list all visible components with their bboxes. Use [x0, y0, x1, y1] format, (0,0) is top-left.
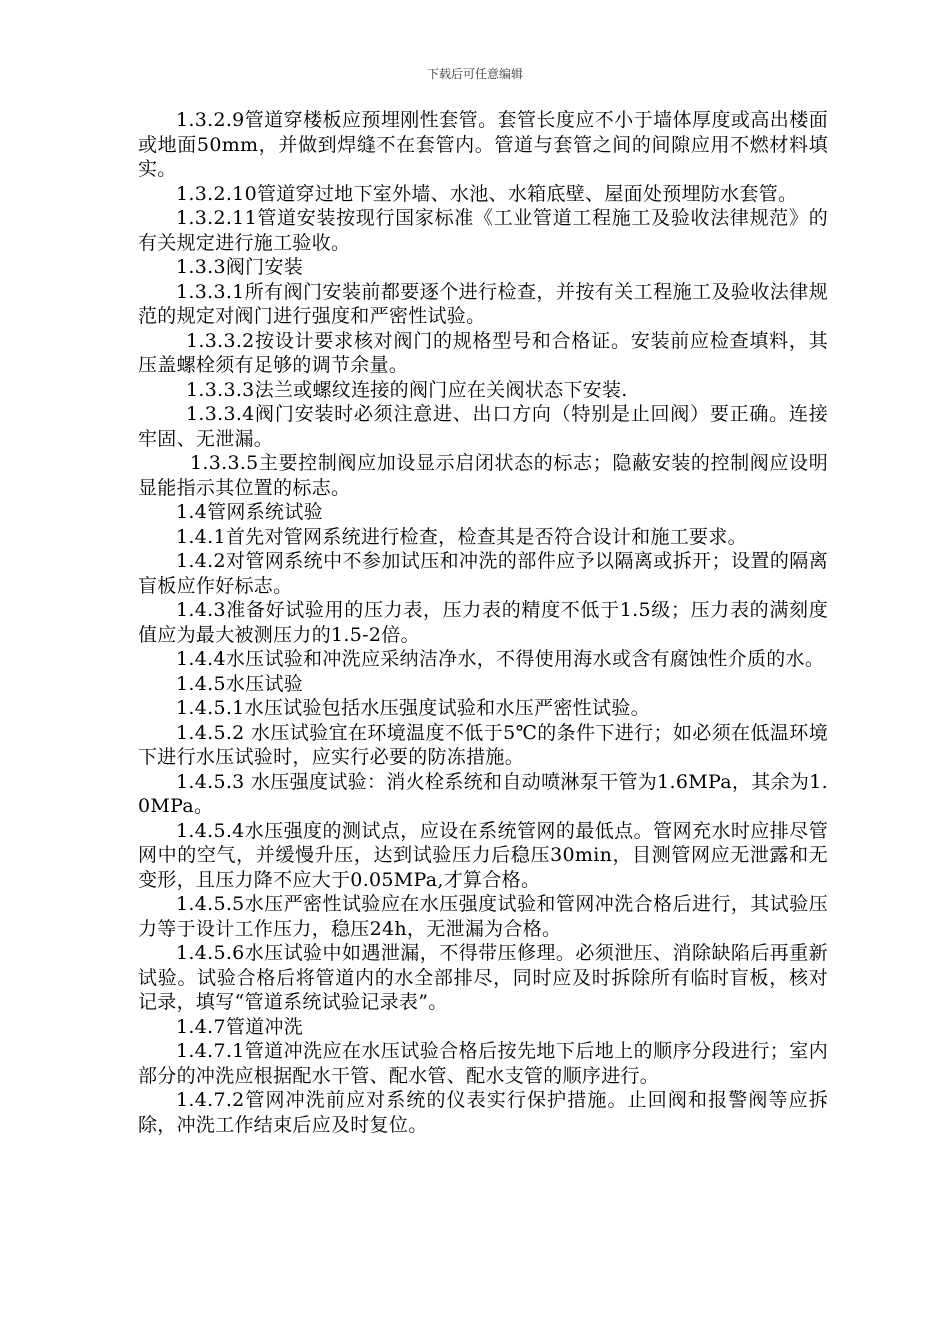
- document-body: [138, 108, 828, 1137]
- paragraph: 1.4.5.4水压强度的测试点，应设在系统管网的最低点。管网充水时应排尽管网中的空气，并缓慢升压，达到试验压力后稳压30min，目测管网应无泄露和无变形，且压力降不应大于0.05MPa,才算合格。: [138, 819, 828, 891]
- section-heading: 1.4管网系统试验: [176, 501, 323, 523]
- paragraph: 1.4.4水压试验和冲洗应采纳洁净水，不得使用海水或含有腐蚀性介质的水。: [176, 648, 825, 670]
- paragraph: 1.4.1首先对管网系统进行检查，检查其是否符合设计和施工要求。: [176, 525, 747, 548]
- paragraph: 1.4.5.3 水压强度试验：消火栓系统和自动喷淋泵干管为1.6MPa，其余为1.0MPa。: [138, 770, 828, 817]
- paragraph: 1.3.3.4阀门安装时必须注意进、出口方向（特别是止回阀）要正确。连接牢固、无泄漏。: [138, 403, 828, 450]
- paragraph: 1.3.3.2按设计要求核对阀门的规格型号和合格证。安装前应检查填料，其压盖螺栓须有足够的调节余量。: [138, 329, 828, 376]
- section-heading: 1.3.3阀门安装: [176, 256, 304, 278]
- paragraph: 1.3.3.5主要控制阀应加设显示启闭状态的标志；隐蔽安装的控制阀应设明显能指示其位置的标志。: [138, 452, 828, 499]
- paragraph: 1.4.5.6水压试验中如遇泄漏，不得带压修理。必须泄压、消除缺陷后再重新试验。试验合格后将管道内的水全部排尽，同时应及时拆除所有临时盲板，核对记录，填写“管道系统试验记录表”。: [138, 942, 828, 1013]
- paragraph: 1.4.5.1水压试验包括水压强度试验和水压严密性试验。: [176, 697, 650, 719]
- paragraph: 1.4.2对管网系统中不参加试压和冲洗的部件应予以隔离或拆开；设置的隔离盲板应作好标志。: [138, 550, 828, 597]
- paragraph: 1.3.2.11管道安装按现行国家标准《工业管道工程施工及验收法律规范》的有关规定进行施工验收。: [138, 207, 828, 254]
- section-heading: 1.4.7管道冲洗: [176, 1015, 304, 1038]
- paragraph: 1.3.3.3法兰或螺纹连接的阀门应在关阀状态下安装.: [186, 378, 628, 401]
- paragraph: 1.4.5.5水压严密性试验应在水压强度试验和管网冲洗合格后进行，其试验压力等于设计工作压力，稳压24h，无泄漏为合格。: [138, 893, 828, 940]
- header-note: 下载后可任意编辑: [426, 67, 523, 81]
- paragraph: 1.4.7.2管网冲洗前应对系统的仪表实行保护措施。止回阀和报警阀等应拆除，冲洗工作结束后应及时复位。: [138, 1089, 828, 1136]
- paragraph: 1.4.7.1管道冲洗应在水压试验合格后按先地下后地上的顺序分段进行；室内部分的冲洗应根据配水干管、配水管、配水支管的顺序进行。: [138, 1040, 828, 1087]
- section-heading: 1.4.5水压试验: [176, 672, 304, 695]
- paragraph: 1.4.3准备好试验用的压力表，压力表的精度不低于1.5级；压力表的满刻度值应为最大被测压力的1.5-2倍。: [138, 599, 828, 646]
- paragraph: 1.3.2.10管道穿过地下室外墙、水池、水箱底壁、屋面处预埋防水套管。: [176, 182, 798, 205]
- paragraph: 1.4.5.2 水压试验宜在环境温度不低于5℃的条件下进行；如必须在低温环境下进行水压试验时，应实行必要的防冻措施。: [138, 721, 828, 768]
- paragraph: 1.3.2.9管道穿楼板应预埋刚性套管。套管长度应不小于墙体厚度或高出楼面或地面50mm，并做到焊缝不在套管内。管道与套管之间的间隙应用不燃材料填实。: [138, 109, 828, 180]
- paragraph: 1.3.3.1所有阀门安装前都要逐个进行检查，并按有关工程施工及验收法律规范的规定对阀门进行强度和严密性试验。: [138, 280, 828, 327]
